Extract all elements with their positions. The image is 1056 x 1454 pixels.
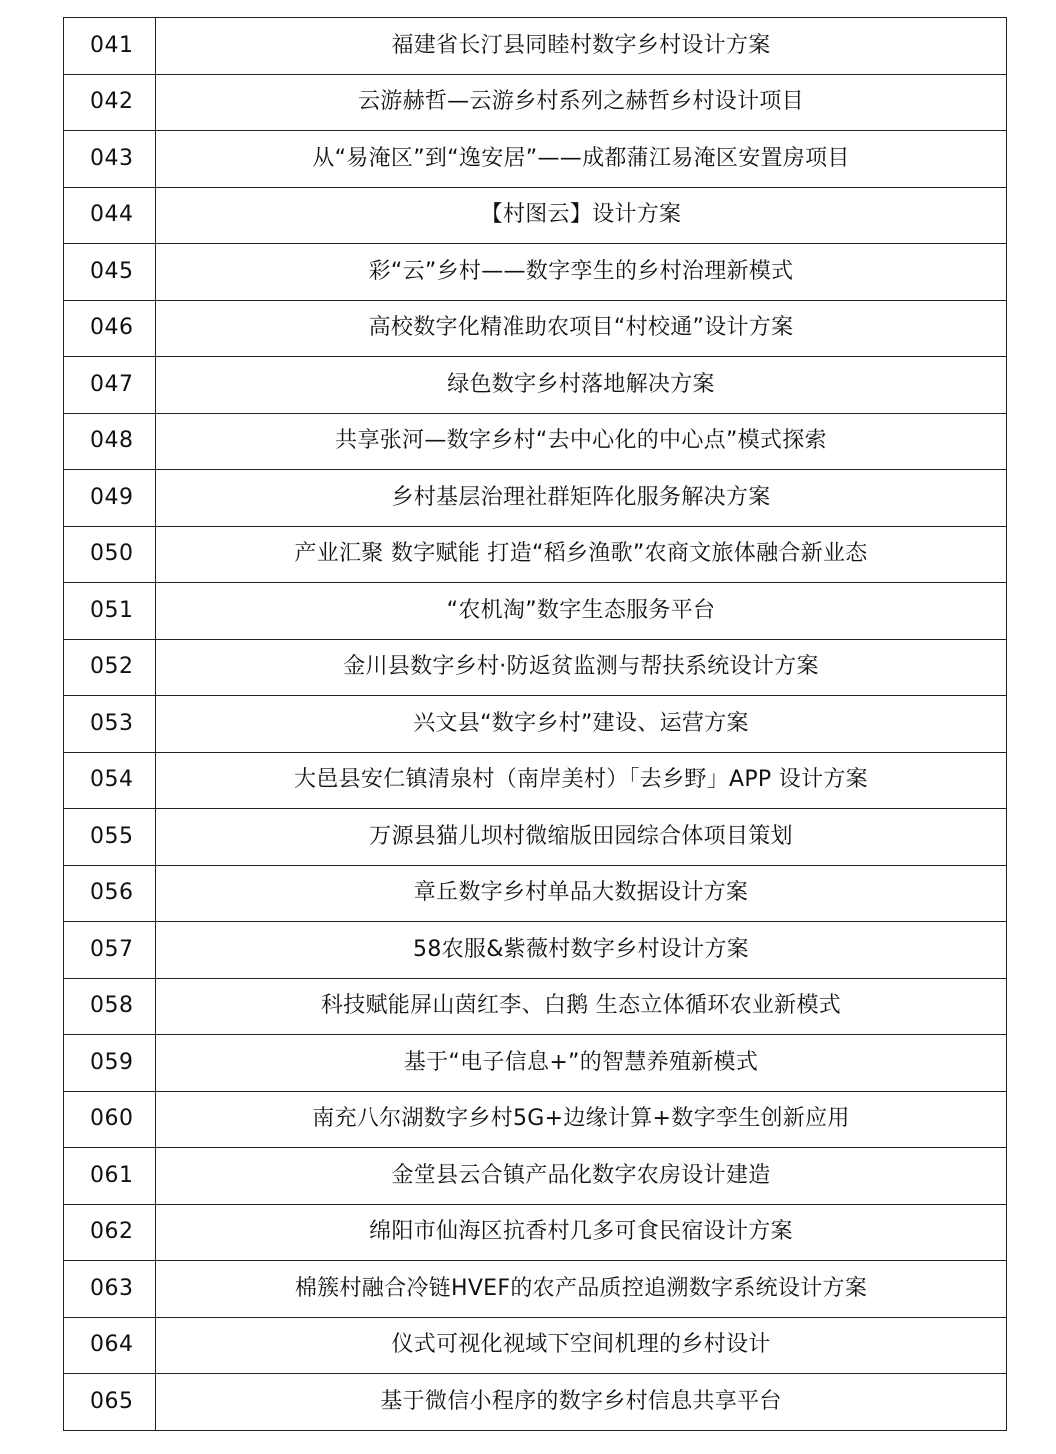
project-title: 基于“电子信息+”的智慧养殖新模式 — [156, 1035, 1007, 1092]
row-number: 054 — [64, 752, 156, 809]
project-title: 南充八尔湖数字乡村5G+边缘计算+数字孪生创新应用 — [156, 1091, 1007, 1148]
row-number: 062 — [64, 1204, 156, 1261]
table-row — [64, 244, 1007, 301]
table-row — [64, 131, 1007, 188]
row-number: 047 — [64, 357, 156, 414]
project-title: 万源县猫儿坝村微缩版田园综合体项目策划 — [156, 809, 1007, 866]
row-number: 043 — [64, 131, 156, 188]
project-title: 章丘数字乡村单品大数据设计方案 — [156, 865, 1007, 922]
row-number: 044 — [64, 187, 156, 244]
project-title: 基于微信小程序的数字乡村信息共享平台 — [156, 1374, 1007, 1431]
project-title: 乡村基层治理社群矩阵化服务解决方案 — [156, 470, 1007, 527]
project-title: 绵阳市仙海区抗香村几多可食民宿设计方案 — [156, 1204, 1007, 1261]
table-row — [64, 696, 1007, 753]
project-title: 【村图云】设计方案 — [156, 187, 1007, 244]
row-number: 045 — [64, 244, 156, 301]
project-title: 共享张河—数字乡村“去中心化的中心点”模式探索 — [156, 413, 1007, 470]
row-number: 061 — [64, 1148, 156, 1205]
table-row — [64, 583, 1007, 640]
table-row — [64, 74, 1007, 131]
project-title: 金堂县云合镇产品化数字农房设计建造 — [156, 1148, 1007, 1205]
table-row — [64, 1261, 1007, 1318]
row-number: 056 — [64, 865, 156, 922]
table-row — [64, 18, 1007, 75]
row-number: 065 — [64, 1374, 156, 1431]
project-title: 棉簇村融合冷链HVEF的农产品质控追溯数字系统设计方案 — [156, 1261, 1007, 1318]
project-title: 大邑县安仁镇清泉村（南岸美村）「去乡野」APP 设计方案 — [156, 752, 1007, 809]
project-title: 彩“云”乡村——数字孪生的乡村治理新模式 — [156, 244, 1007, 301]
project-title: 云游赫哲—云游乡村系列之赫哲乡村设计项目 — [156, 74, 1007, 131]
table-row — [64, 300, 1007, 357]
table-row — [64, 865, 1007, 922]
table-row — [64, 187, 1007, 244]
row-number: 055 — [64, 809, 156, 866]
table-row — [64, 1374, 1007, 1431]
project-title: 金川县数字乡村·防返贫监测与帮扶系统设计方案 — [156, 639, 1007, 696]
row-number: 050 — [64, 526, 156, 583]
row-number: 048 — [64, 413, 156, 470]
table-row — [64, 413, 1007, 470]
row-number: 046 — [64, 300, 156, 357]
table-row — [64, 1091, 1007, 1148]
table-row — [64, 922, 1007, 979]
table-row — [64, 1204, 1007, 1261]
table-row — [64, 526, 1007, 583]
row-number: 051 — [64, 583, 156, 640]
table-row — [64, 639, 1007, 696]
row-number: 064 — [64, 1317, 156, 1374]
row-number: 057 — [64, 922, 156, 979]
project-title: “农机淘”数字生态服务平台 — [156, 583, 1007, 640]
row-number: 058 — [64, 978, 156, 1035]
project-title: 绿色数字乡村落地解决方案 — [156, 357, 1007, 414]
project-table — [63, 17, 1007, 1431]
table-body — [64, 18, 1007, 1431]
row-number: 052 — [64, 639, 156, 696]
table-row — [64, 752, 1007, 809]
project-title: 仪式可视化视域下空间机理的乡村设计 — [156, 1317, 1007, 1374]
project-title: 科技赋能屏山茵红李、白鹅 生态立体循环农业新模式 — [156, 978, 1007, 1035]
project-title: 高校数字化精准助农项目“村校通”设计方案 — [156, 300, 1007, 357]
project-title: 福建省长汀县同睦村数字乡村设计方案 — [156, 18, 1007, 75]
table-row — [64, 1148, 1007, 1205]
row-number: 042 — [64, 74, 156, 131]
row-number: 059 — [64, 1035, 156, 1092]
row-number: 053 — [64, 696, 156, 753]
table-row — [64, 357, 1007, 414]
project-title: 58农服&紫薇村数字乡村设计方案 — [156, 922, 1007, 979]
project-title: 兴文县“数字乡村”建设、运营方案 — [156, 696, 1007, 753]
row-number: 060 — [64, 1091, 156, 1148]
table-row — [64, 1035, 1007, 1092]
table-row — [64, 809, 1007, 866]
row-number: 049 — [64, 470, 156, 527]
table-row — [64, 1317, 1007, 1374]
project-title: 从“易淹区”到“逸安居”——成都蒲江易淹区安置房项目 — [156, 131, 1007, 188]
row-number: 041 — [64, 18, 156, 75]
table-row — [64, 978, 1007, 1035]
row-number: 063 — [64, 1261, 156, 1318]
project-title: 产业汇聚 数字赋能 打造“稻乡渔歌”农商文旅体融合新业态 — [156, 526, 1007, 583]
table-row — [64, 470, 1007, 527]
